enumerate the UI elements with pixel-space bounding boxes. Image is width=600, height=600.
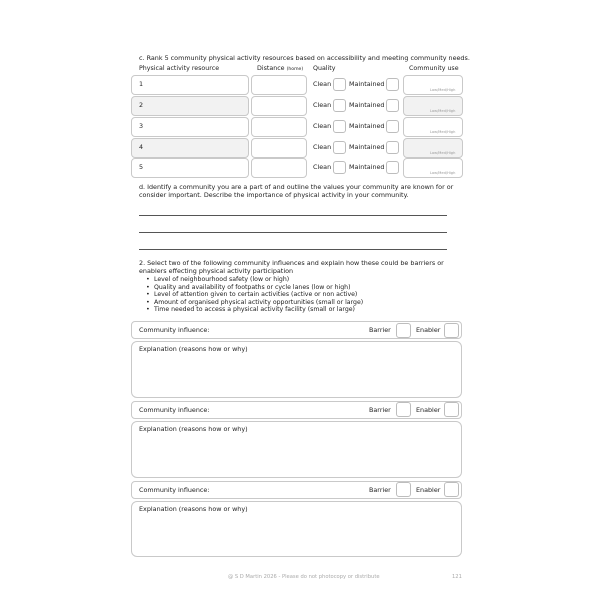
community-use-field[interactable] — [403, 117, 463, 137]
distance-field[interactable] — [251, 96, 307, 116]
influence-list — [143, 276, 363, 314]
clean-label: Clean — [313, 101, 332, 109]
section-2-line-2: enablers effecting physical activity participation — [139, 267, 294, 275]
page-number: 121 — [452, 574, 462, 580]
enabler-label: Enabler — [416, 406, 441, 414]
maintained-checkbox[interactable] — [386, 141, 399, 154]
column-header-resource: Physical activity resource — [139, 65, 220, 72]
distance-field[interactable] — [251, 138, 307, 158]
rank-number: 2 — [139, 101, 144, 109]
community-use-field[interactable] — [403, 158, 463, 178]
distance-field[interactable] — [251, 75, 307, 95]
rank-number: 5 — [139, 163, 144, 171]
clean-checkbox[interactable] — [333, 141, 346, 154]
community-use-field[interactable] — [403, 138, 463, 158]
clean-checkbox[interactable] — [333, 78, 346, 91]
barrier-checkbox[interactable] — [396, 402, 411, 417]
maintained-label: Maintained — [349, 163, 385, 171]
use-hint: Low/Med/High — [430, 171, 456, 175]
answer-line-2[interactable] — [139, 232, 447, 233]
maintained-checkbox[interactable] — [386, 99, 399, 112]
list-item: • Level of attention given to certain activities (active or non active) — [143, 291, 363, 299]
resource-row-3[interactable] — [131, 117, 249, 137]
clean-label: Clean — [313, 163, 332, 171]
community-influence-label: Community influence: — [139, 486, 210, 494]
clean-checkbox[interactable] — [333, 120, 346, 133]
clean-checkbox[interactable] — [333, 161, 346, 174]
section-d-line-1: d. Identify a community you are a part of and outline the values your community are known for or — [139, 183, 454, 191]
explanation-label: Explanation (reasons how or why) — [139, 345, 248, 353]
enabler-checkbox[interactable] — [444, 482, 459, 497]
rank-number: 1 — [139, 80, 144, 88]
use-hint: Low/Med/High — [430, 88, 456, 92]
community-influence-label: Community influence: — [139, 326, 210, 334]
barrier-label: Barrier — [369, 486, 391, 494]
maintained-label: Maintained — [349, 101, 385, 109]
section-c-instruction: c. Rank 5 community physical activity resources based on accessibility and meeting community needs. — [139, 54, 470, 62]
enabler-checkbox[interactable] — [444, 402, 459, 417]
clean-label: Clean — [313, 143, 332, 151]
list-item: • Time needed to access a physical activity facility (small or large) — [143, 306, 363, 314]
community-use-field[interactable] — [403, 96, 463, 116]
column-header-community-use: Community use — [409, 65, 459, 72]
use-hint: Low/Med/High — [430, 109, 456, 113]
maintained-label: Maintained — [349, 122, 385, 130]
distance-label: Distance — [257, 65, 285, 72]
explanation-label: Explanation (reasons how or why) — [139, 425, 248, 433]
barrier-checkbox[interactable] — [396, 323, 411, 338]
list-item: • Level of neighbourhood safety (low or high) — [143, 276, 363, 284]
distance-unit: (home) — [286, 67, 304, 72]
section-d-line-2: consider important. Describe the importance of physical activity in your community. — [139, 191, 409, 199]
list-item: • Amount of organised physical activity opportunities (small or large) — [143, 299, 363, 307]
resource-row-1[interactable] — [131, 75, 249, 95]
column-header-quality: Quality — [313, 65, 336, 72]
answer-line-3[interactable] — [139, 249, 447, 250]
resource-row-5[interactable] — [131, 158, 249, 178]
clean-checkbox[interactable] — [333, 99, 346, 112]
rank-number: 4 — [139, 143, 144, 151]
list-item: • Quality and availability of footpaths or cycle lanes (low or high) — [143, 284, 363, 292]
barrier-checkbox[interactable] — [396, 482, 411, 497]
answer-line-1[interactable] — [139, 215, 447, 216]
resource-row-2[interactable] — [131, 96, 249, 116]
enabler-label: Enabler — [416, 486, 441, 494]
use-hint: Low/Med/High — [430, 151, 456, 155]
enabler-checkbox[interactable] — [444, 323, 459, 338]
maintained-checkbox[interactable] — [386, 120, 399, 133]
resource-row-4[interactable] — [131, 138, 249, 158]
column-header-distance — [257, 65, 303, 74]
barrier-label: Barrier — [369, 406, 391, 414]
maintained-checkbox[interactable] — [386, 78, 399, 91]
clean-label: Clean — [313, 122, 332, 130]
maintained-checkbox[interactable] — [386, 161, 399, 174]
barrier-label: Barrier — [369, 326, 391, 334]
use-hint: Low/Med/High — [430, 130, 456, 134]
rank-number: 3 — [139, 122, 144, 130]
section-2-line-1: 2. Select two of the following community influences and explain how these could be barriers or — [139, 259, 444, 267]
distance-field[interactable] — [251, 117, 307, 137]
community-use-field[interactable] — [403, 75, 463, 95]
clean-label: Clean — [313, 80, 332, 88]
copyright-notice: @ S D Martin 2026 - Please do not photocopy or distribute — [228, 574, 380, 580]
community-influence-label: Community influence: — [139, 406, 210, 414]
enabler-label: Enabler — [416, 326, 441, 334]
distance-field[interactable] — [251, 158, 307, 178]
explanation-label: Explanation (reasons how or why) — [139, 505, 248, 513]
maintained-label: Maintained — [349, 80, 385, 88]
maintained-label: Maintained — [349, 143, 385, 151]
